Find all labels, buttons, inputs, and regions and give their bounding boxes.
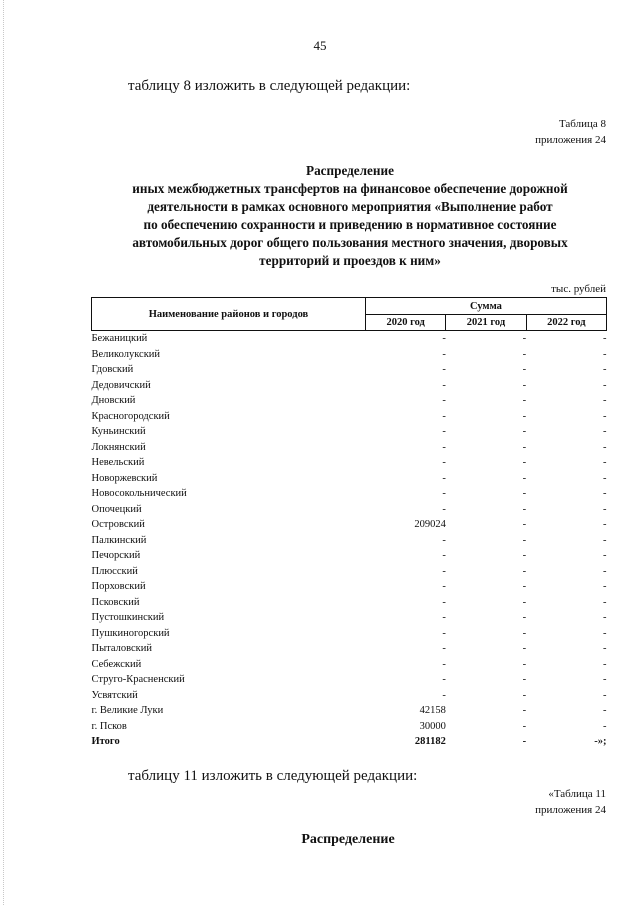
row-value-cell-2021: - xyxy=(522,674,527,686)
table-8-heading xyxy=(60,162,640,270)
row-value-cell-2022: - xyxy=(603,426,607,438)
row-name-cell: Плюсский xyxy=(91,565,138,577)
row-value-cell-2022: - xyxy=(603,705,607,717)
table-row xyxy=(92,672,607,688)
row-value-cell-2020: - xyxy=(442,658,446,670)
table-row xyxy=(92,502,607,518)
row-value-cell-2022: - xyxy=(603,333,607,345)
row-value-cell-2020: - xyxy=(442,534,446,546)
table-11-reference xyxy=(535,786,606,818)
instruction-table-11: таблицу 11 изложить в следующей редакции: xyxy=(128,768,418,784)
row-name-cell: г. Великие Луки xyxy=(91,705,164,717)
row-name-cell: Палкинский xyxy=(91,534,147,546)
row-value-cell-2021: - xyxy=(522,410,527,422)
table-total-row xyxy=(92,734,607,750)
row-value-cell-2022: - xyxy=(603,348,607,360)
row-name-cell: Порховский xyxy=(91,581,146,593)
table-row xyxy=(92,362,607,378)
row-value-cell-2020: - xyxy=(442,612,446,624)
table-row xyxy=(92,409,607,425)
row-value-cell-2020: - xyxy=(442,333,446,345)
row-value-cell-2021: - xyxy=(522,503,527,515)
instruction-table-8: таблицу 8 изложить в следующей редакции: xyxy=(128,78,411,94)
row-name-cell: Дновский xyxy=(91,395,136,407)
row-value-cell-2022: - xyxy=(603,689,607,701)
table-row xyxy=(92,533,607,549)
row-value-cell-2021: - xyxy=(522,457,527,469)
table-row xyxy=(92,703,607,719)
row-value-cell-2020: - xyxy=(442,441,446,453)
table-row xyxy=(92,641,607,657)
row-value-cell-2020: - xyxy=(442,581,446,593)
row-value-cell-2020: - xyxy=(442,565,446,577)
row-value-cell-2021: - xyxy=(522,379,527,391)
table-row xyxy=(92,595,607,611)
row-value-cell-2020: - xyxy=(442,364,446,376)
row-value-cell-2020: - xyxy=(442,410,446,422)
table-row xyxy=(92,610,607,626)
scan-margin-edge xyxy=(0,0,4,905)
column-header-2020: 2020 год xyxy=(365,315,445,331)
row-value-cell-2022: - xyxy=(603,720,607,732)
row-value-cell-2022: - xyxy=(603,643,607,655)
column-header-name: Наименование районов и городов xyxy=(92,298,366,331)
row-name-cell: Печорский xyxy=(91,550,141,562)
row-value-cell-2020: - xyxy=(442,596,446,608)
table-row xyxy=(92,378,607,394)
row-value-cell-2022: - xyxy=(603,534,607,546)
row-value-cell-2021: - xyxy=(522,534,527,546)
row-name-cell: Новосокольнический xyxy=(91,488,187,500)
row-value-cell-2020: - xyxy=(442,379,446,391)
column-header-sum: Сумма xyxy=(365,298,606,315)
row-value-cell-2020: 209024 xyxy=(414,519,446,531)
table-row xyxy=(92,393,607,409)
row-value-cell-2022: - xyxy=(603,441,607,453)
row-value-cell-2021: - xyxy=(522,348,527,360)
row-value-cell-2021: - xyxy=(522,364,527,376)
row-name-cell: Локнянский xyxy=(91,441,146,453)
row-value-cell-2021: - xyxy=(522,658,527,670)
row-value-cell-2021: - xyxy=(522,550,527,562)
row-value-cell-2020: 30000 xyxy=(419,720,446,732)
table-11-ref-line2: приложения 24 xyxy=(535,804,606,816)
table-row xyxy=(92,688,607,704)
row-name-cell: г. Псков xyxy=(91,720,127,732)
row-value-cell-2021: - xyxy=(522,426,527,438)
table-row xyxy=(92,657,607,673)
row-name-cell: Красногородский xyxy=(91,410,170,422)
row-value-cell-2020: - xyxy=(442,457,446,469)
row-value-cell-2021: - xyxy=(522,395,527,407)
table-row xyxy=(92,486,607,502)
row-value-cell-2022: - xyxy=(603,612,607,624)
table-row xyxy=(92,517,607,533)
row-value-cell-2020: - xyxy=(442,395,446,407)
heading-line: деятельности в рамках основного мероприятия «Выполнение работ xyxy=(147,199,553,214)
row-value-cell-2022: - xyxy=(603,658,607,670)
row-value-cell-2020: - xyxy=(442,550,446,562)
row-value-cell-2022: - xyxy=(603,565,607,577)
table-row xyxy=(92,440,607,456)
row-value-cell-2022: - xyxy=(603,503,607,515)
row-name-cell: Невельский xyxy=(91,457,145,469)
table-row xyxy=(92,719,607,735)
row-value-cell-2021: - xyxy=(522,627,527,639)
column-header-2021: 2021 год xyxy=(446,315,526,331)
row-value-cell-2022: - xyxy=(603,364,607,376)
row-value-cell-2021: - xyxy=(522,488,527,500)
row-value-cell-2021: - xyxy=(522,643,527,655)
row-value-cell-2022: - xyxy=(603,410,607,422)
row-name-cell: Дедовичский xyxy=(91,379,151,391)
distribution-table xyxy=(91,297,607,750)
row-value-cell-2022: - xyxy=(603,457,607,469)
heading-line: автомобильных дорог общего пользования местного значения, дворовых xyxy=(132,235,568,250)
row-name-cell: Пыталовский xyxy=(91,643,152,655)
row-value-cell-2021: - xyxy=(522,472,527,484)
row-name-cell: Куньинский xyxy=(91,426,146,438)
table-8-ref-line2: приложения 24 xyxy=(535,134,606,146)
table-row xyxy=(92,347,607,363)
row-value-cell-2022: - xyxy=(603,488,607,500)
row-value-cell-2020: 281182 xyxy=(414,736,446,748)
table-body xyxy=(92,331,607,750)
table-row xyxy=(92,579,607,595)
row-name-cell: Усвятский xyxy=(91,689,138,701)
row-name-cell: Новоржевский xyxy=(91,472,158,484)
row-value-cell-2020: - xyxy=(442,503,446,515)
row-value-cell-2021: - xyxy=(522,612,527,624)
table-row xyxy=(92,455,607,471)
row-name-cell: Островский xyxy=(91,519,145,531)
row-value-cell-2021: - xyxy=(522,705,527,717)
page-number: 45 xyxy=(313,38,327,53)
row-value-cell-2021: - xyxy=(522,519,527,531)
row-value-cell-2022: - xyxy=(603,472,607,484)
row-value-cell-2022: -»; xyxy=(594,736,607,748)
row-value-cell-2021: - xyxy=(522,565,527,577)
table-row xyxy=(92,471,607,487)
row-value-cell-2022: - xyxy=(603,550,607,562)
units-label: тыс. рублей xyxy=(551,283,606,295)
row-value-cell-2020: - xyxy=(442,643,446,655)
row-value-cell-2020: 42158 xyxy=(419,705,446,717)
row-name-cell: Итого xyxy=(91,736,120,748)
row-name-cell: Струго-Красненский xyxy=(91,674,185,686)
table-row xyxy=(92,564,607,580)
row-name-cell: Псковский xyxy=(91,596,140,608)
heading-line: иных межбюджетных трансфертов на финансовое обеспечение дорожной xyxy=(132,181,568,196)
row-value-cell-2022: - xyxy=(603,379,607,391)
table-row xyxy=(92,331,607,347)
row-value-cell-2020: - xyxy=(442,488,446,500)
row-value-cell-2020: - xyxy=(442,426,446,438)
table-11-ref-line1: «Таблица 11 xyxy=(548,788,606,800)
row-value-cell-2022: - xyxy=(603,674,607,686)
row-name-cell: Пушкиногорский xyxy=(91,627,170,639)
row-value-cell-2020: - xyxy=(442,348,446,360)
row-value-cell-2021: - xyxy=(522,441,527,453)
row-value-cell-2020: - xyxy=(442,472,446,484)
row-value-cell-2022: - xyxy=(603,519,607,531)
heading-line: территорий и проездов к ним» xyxy=(259,253,441,268)
row-value-cell-2021: - xyxy=(522,736,527,748)
row-value-cell-2021: - xyxy=(522,333,527,345)
table-8-reference xyxy=(535,116,606,148)
row-name-cell: Себежский xyxy=(91,658,142,670)
row-value-cell-2020: - xyxy=(442,627,446,639)
table-row xyxy=(92,548,607,564)
row-value-cell-2021: - xyxy=(522,596,527,608)
row-value-cell-2021: - xyxy=(522,581,527,593)
row-name-cell: Бежаницкий xyxy=(91,333,148,345)
row-value-cell-2021: - xyxy=(522,689,527,701)
row-value-cell-2022: - xyxy=(603,395,607,407)
row-value-cell-2022: - xyxy=(603,627,607,639)
table-row xyxy=(92,626,607,642)
row-name-cell: Пустошкинский xyxy=(91,612,165,624)
table-row xyxy=(92,424,607,440)
row-value-cell-2022: - xyxy=(603,596,607,608)
row-value-cell-2022: - xyxy=(603,581,607,593)
column-header-2022: 2022 год xyxy=(526,315,606,331)
table-8-ref-line1: Таблица 8 xyxy=(558,118,606,130)
table-11-heading: Распределение xyxy=(301,832,395,847)
row-name-cell: Великолукский xyxy=(91,348,161,360)
row-name-cell: Гдовский xyxy=(91,364,134,376)
row-value-cell-2020: - xyxy=(442,689,446,701)
heading-line: Распределение xyxy=(306,163,394,178)
row-value-cell-2020: - xyxy=(442,674,446,686)
heading-line: по обеспечению сохранности и приведению в нормативное состояние xyxy=(143,217,557,232)
row-value-cell-2021: - xyxy=(522,720,527,732)
row-name-cell: Опочецкий xyxy=(91,503,142,515)
